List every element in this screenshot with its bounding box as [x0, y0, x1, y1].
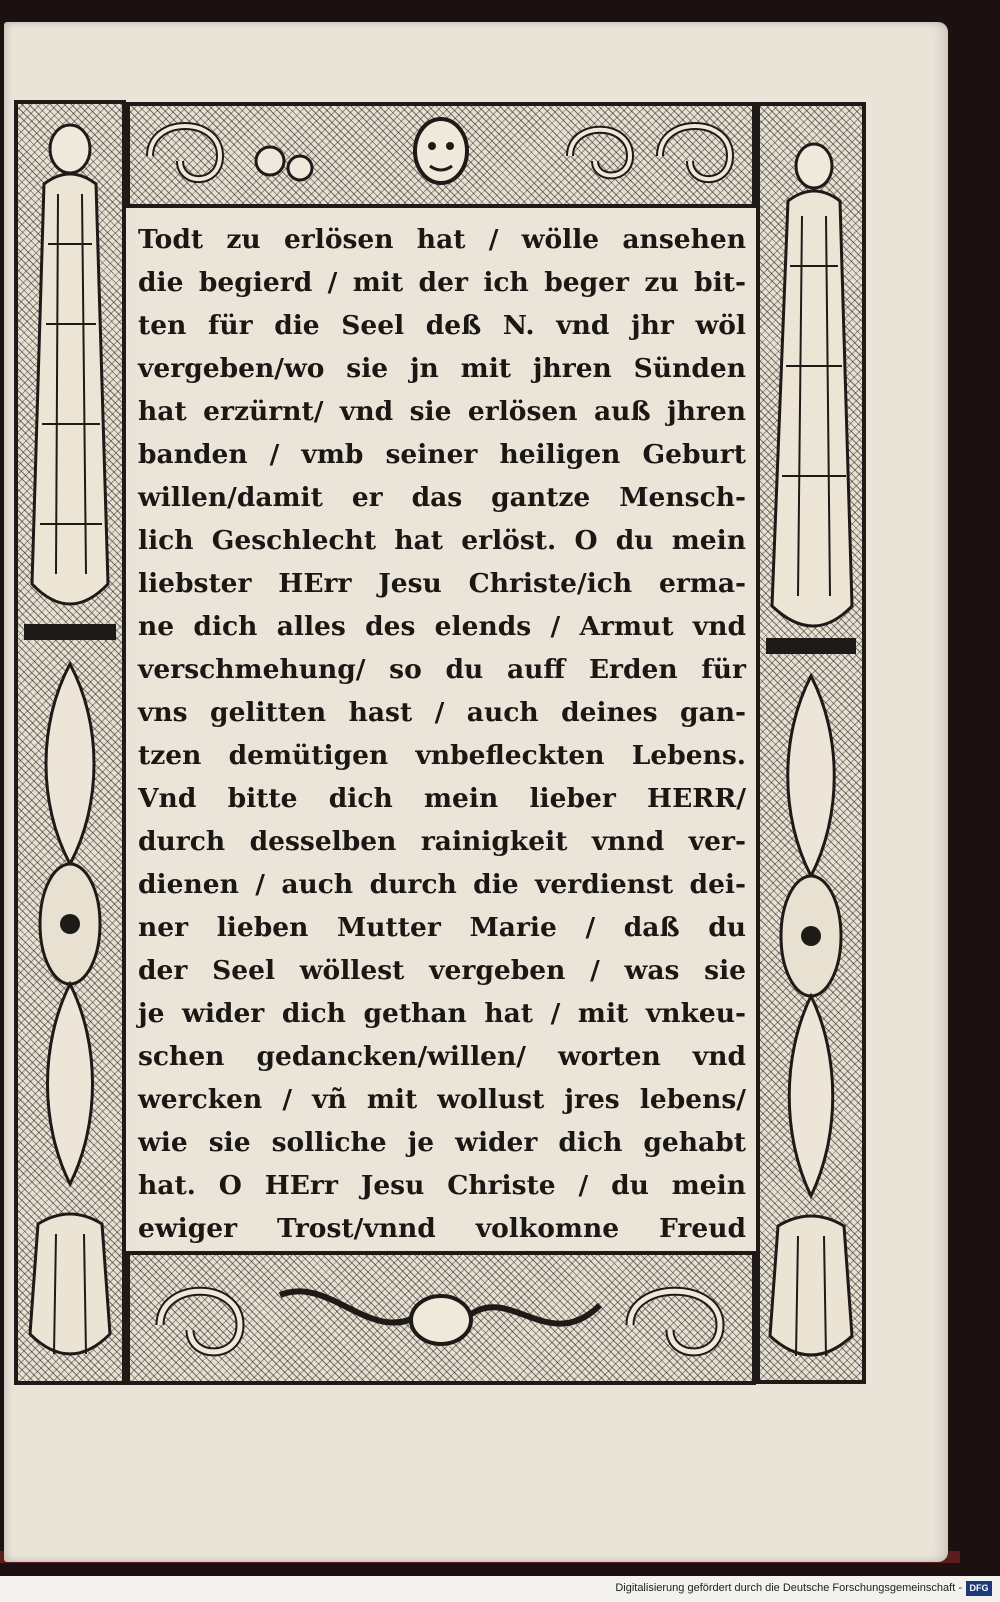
scroll-ornament-top — [130, 106, 752, 204]
standing-figure-ornament-left — [18, 104, 122, 1381]
scroll-ornament-bottom — [130, 1255, 752, 1381]
text-line: tzen demütigen vnbefleckten Lebens. — [138, 740, 746, 771]
footer-credit: Digitalisierung gefördert durch die Deutsche Forschungsgemeinschaft - — [615, 1582, 962, 1594]
text-line: Vnd bitte dich mein lieber HERR/ — [138, 783, 746, 814]
text-line: lich Geschlecht hat erlöst. O du mein — [138, 525, 746, 556]
text-line: wercken / vñ mit wollust jres lebens/ — [138, 1084, 746, 1115]
text-line: liebster HErr Jesu Christe/ich erma- — [138, 568, 746, 599]
text-line: ner lieben Mutter Marie / daß du — [138, 912, 746, 943]
top-woodcut-band — [126, 102, 756, 208]
text-line: schen gedancken/willen/ worten vnd — [138, 1041, 746, 1072]
bottom-woodcut-band — [126, 1251, 756, 1385]
text-line: die begierd / mit der ich beger zu bit- — [138, 267, 746, 298]
text-line: je wider dich gethan hat / mit vnkeu- — [138, 998, 746, 1029]
text-line: verschmehung/ so du auff Erden für — [138, 654, 746, 685]
text-line: hat. O HErr Jesu Christe / du mein — [138, 1170, 746, 1201]
text-block — [134, 208, 750, 1251]
text-line: ten für die Seel deß N. vnd jhr wöl — [138, 310, 746, 341]
text-line: vns gelitten hast / auch deines gan- — [138, 697, 746, 728]
text-line: banden / vmb seiner heiligen Geburt — [138, 439, 746, 470]
text-line: Todt zu erlösen hat / wölle ansehen — [138, 224, 746, 255]
standing-figure-ornament-right — [760, 106, 862, 1380]
left-woodcut-border — [14, 100, 126, 1385]
text-line: ewiger Trost/vnnd volkomne Freud — [138, 1213, 746, 1244]
dfg-logo: DFG — [966, 1581, 992, 1596]
text-line: willen/damit er das gantze Mensch- — [138, 482, 746, 513]
right-woodcut-border — [756, 102, 866, 1384]
text-line: ne dich alles des elends / Armut vnd — [138, 611, 746, 642]
text-line: durch desselben rainigkeit vnnd ver- — [138, 826, 746, 857]
text-line: wie sie solliche je wider dich gehabt — [138, 1127, 746, 1158]
text-line: vergeben/wo sie jn mit jhren Sünden — [138, 353, 746, 384]
text-line: dienen / auch durch die verdienst dei- — [138, 869, 746, 900]
text-line: hat erzürnt/ vnd sie erlösen auß jhren — [138, 396, 746, 427]
footer-bar — [0, 1576, 1000, 1602]
text-line: der Seel wöllest vergeben / was sie — [138, 955, 746, 986]
